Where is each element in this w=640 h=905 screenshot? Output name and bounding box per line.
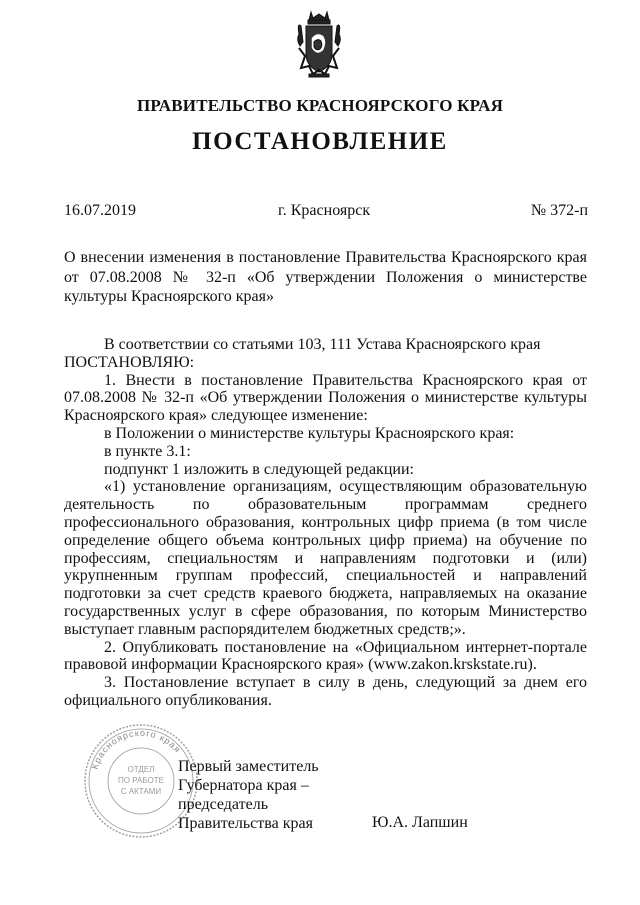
stamp-line: ПО РАБОТЕ bbox=[118, 776, 164, 785]
stamp-line: С АКТАМИ bbox=[120, 787, 162, 796]
organization-title: ПРАВИТЕЛЬСТВО КРАСНОЯРСКОГО КРАЯ bbox=[136, 96, 504, 115]
signatory-title-line: Губернатора края – bbox=[178, 777, 309, 794]
stamp-line: ОТДЕЛ bbox=[127, 765, 155, 774]
body-paragraph: 2. Опубликовать постановление на «Официальном интернет-портале правовой информации Красноярского края» (www.zakon.krskstate.ru). bbox=[64, 638, 587, 674]
body-paragraph: В соответствии со статьями 103, 111 Устава Красноярского края bbox=[104, 336, 541, 353]
signatory-name: Ю.А. Лапшин bbox=[372, 814, 468, 831]
body-paragraph: в Положении о министерстве культуры Красноярского края: bbox=[104, 424, 515, 442]
body-paragraph: подпункт 1 изложить в следующей редакции: bbox=[104, 460, 414, 478]
document-type: ПОСТАНОВЛЕНИЕ bbox=[192, 128, 448, 155]
coat-of-arms-icon bbox=[293, 8, 345, 80]
document-city: г. Красноярск bbox=[278, 202, 371, 219]
document-number: № 372-п bbox=[530, 202, 588, 219]
document-subject: О внесении изменения в постановление Правительства Красноярского края от 07.08.2008 № 32-п «Об утверждении Положения о министерстве культуры Красноярского края» bbox=[64, 249, 587, 305]
body-paragraph: «1) установление организациям, осуществляющим образовательную деятельность по образовательным программам среднего профессионального образования, контрольных цифр приема (в том числе определение общего объема контрольных цифр приема) на обучение по профессиям, специальностям и направлениям подготовки и (или) укрупненным группам профессий, специальностей и направлений подготовки за счет средств краевого бюджета, направляемых на оказание государственных услуг в сфере образования, по которым Министерство выступает главным распорядителем бюджетных средств;». bbox=[64, 478, 587, 638]
body-paragraph: 3. Постановление вступает в силу в день, следующий за днем его официального опубликования. bbox=[64, 674, 587, 709]
signatory-title-line: Первый заместитель bbox=[178, 758, 319, 775]
body-paragraph: 1. Внести в постановление Правительства Красноярского края от 07.08.2008 № 32-п «Об утверждении Положения о министерстве культуры Красноярского края» следующее изменение: bbox=[64, 371, 587, 425]
document-date: 16.07.2019 bbox=[64, 202, 136, 219]
body-paragraph: ПОСТАНОВЛЯЮ: bbox=[64, 353, 195, 371]
signature-block bbox=[178, 757, 319, 833]
body-paragraph: в пункте 3.1: bbox=[104, 442, 191, 460]
stamp-outer-text: Красноярского края bbox=[89, 727, 183, 771]
signatory-title-line: Правительства края bbox=[178, 815, 313, 832]
document-body bbox=[64, 336, 587, 710]
signatory-title-line: председатель bbox=[178, 796, 268, 813]
